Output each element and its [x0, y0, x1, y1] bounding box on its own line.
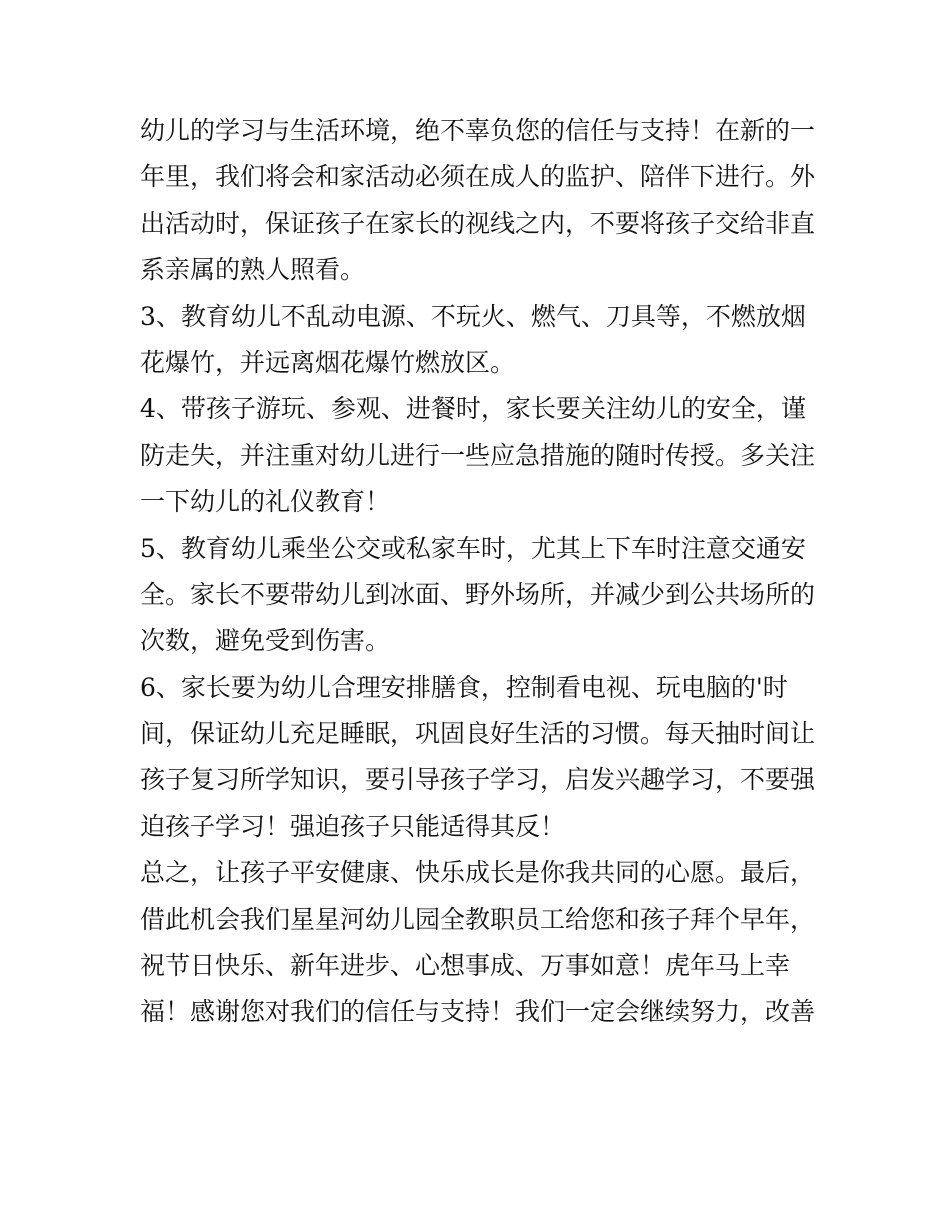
text-line: 防走失，并注重对幼儿进行一些应急措施的随时传授。多关注 [140, 440, 816, 470]
text-line: 孩子复习所学知识，要引导孩子学习，启发兴趣学习，不要强 [140, 765, 816, 795]
text-line: 全。家长不要带幼儿到冰面、野外场所，并减少到公共场所的 [140, 579, 816, 609]
text-line: 次数，避免受到伤害。 [140, 626, 391, 656]
text-line: 祝节日快乐、新年进步、心想事成、万事如意！虎年马上幸 [140, 951, 791, 981]
text-line: 间，保证幼儿充足睡眠，巩固良好生活的习惯。每天抽时间让 [140, 719, 816, 749]
text-line: 总之，让孩子平安健康、快乐成长是你我共同的心愿。最后， [140, 858, 816, 888]
text-line: 5、教育幼儿乘坐公交或私家车时，尤其上下车时注意交通安 [140, 533, 806, 563]
text-line: 花爆竹，并远离烟花爆竹燃放区。 [140, 347, 516, 377]
text-line: 3、教育幼儿不乱动电源、不玩火、燃气、刀具等，不燃放烟 [140, 301, 806, 331]
text-line: 年里，我们将会和家活动必须在成人的监护、陪伴下进行。外 [140, 162, 816, 192]
document-body [140, 108, 820, 1036]
text-line: 一下幼儿的礼仪教育！ [140, 487, 391, 517]
text-line: 幼儿的学习与生活环境，绝不辜负您的信任与支持！在新的一 [140, 116, 816, 145]
text-line: 迫孩子学习！强迫孩子只能适得其反！ [140, 811, 566, 841]
text-line: 6、家长要为幼儿合理安排膳食，控制看电视、玩电脑的'时 [140, 672, 788, 702]
text-line: 借此机会我们星星河幼儿园全教职员工给您和孩子拜个早年， [140, 904, 816, 934]
text-line: 福！感谢您对我们的信任与支持！我们一定会继续努力，改善 [140, 997, 816, 1027]
text-line: 系亲属的熟人照看。 [140, 255, 366, 285]
text-line: 4、带孩子游玩、参观、进餐时，家长要关注幼儿的安全，谨 [140, 394, 806, 424]
text-line: 出活动时，保证孩子在家长的视线之内，不要将孩子交给非直 [140, 208, 816, 238]
